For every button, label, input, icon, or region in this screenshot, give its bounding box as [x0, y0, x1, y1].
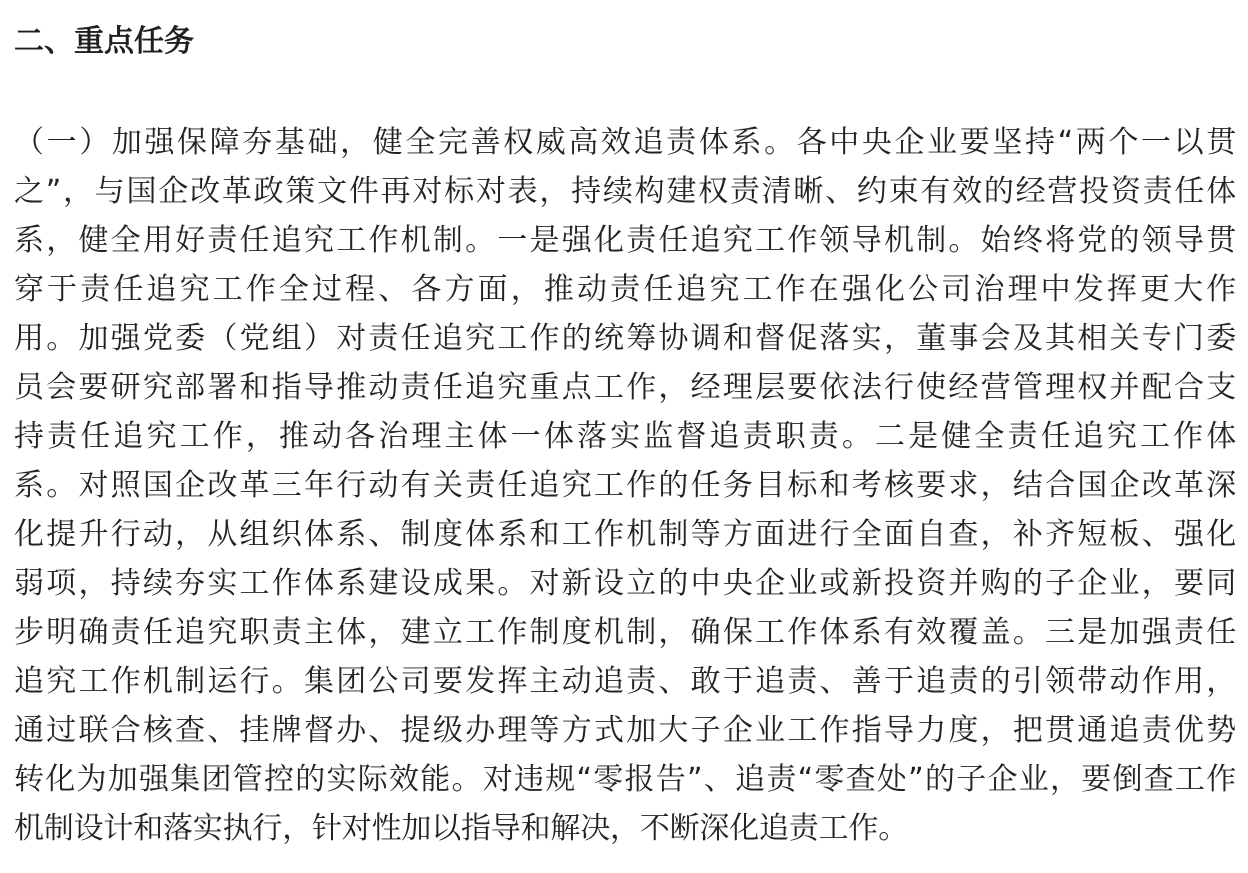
paragraph-line: 机制设计和落实执行，针对性加以指导和解决，不断深化追责工作。: [14, 811, 908, 846]
paragraph-line: 通过联合核查、挂牌督办、提级办理等方式加大子企业工作指导力度，把贯通追责优势: [14, 713, 1236, 748]
paragraph-line: 化提升行动，从组织体系、制度体系和工作机制等方面进行全面自查，补齐短板、强化: [14, 517, 1236, 552]
paragraph-line: 步明确责任追究职责主体，建立工作制度机制，确保工作体系有效覆盖。三是加强责任: [14, 615, 1236, 650]
paragraph-line: （一）加强保障夯基础，健全完善权威高效追责体系。各中央企业要坚持“两个一以贯: [14, 125, 1236, 160]
body-paragraph: [14, 118, 1236, 853]
paragraph-line: 员会要研究部署和指导推动责任追究重点工作，经理层要依法行使经营管理权并配合支: [14, 370, 1236, 405]
paragraph-line: 追究工作机制运行。集团公司要发挥主动追责、敢于追责、善于追责的引领带动作用，: [14, 664, 1236, 699]
section-heading: 二、重点任务: [14, 24, 194, 59]
paragraph-line: 之”，与国企改革政策文件再对标对表，持续构建权责清晰、约束有效的经营投资责任体: [14, 174, 1236, 209]
paragraph-line: 穿于责任追究工作全过程、各方面，推动责任追究工作在强化公司治理中发挥更大作: [14, 272, 1236, 307]
paragraph-line: 持责任追究工作，推动各治理主体一体落实监督追责职责。二是健全责任追究工作体: [14, 419, 1236, 454]
paragraph-line: 转化为加强集团管控的实际效能。对违规“零报告”、追责“零查处”的子企业，要倒查工作: [14, 762, 1236, 797]
paragraph-line: 系。对照国企改革三年行动有关责任追究工作的任务目标和考核要求，结合国企改革深: [14, 468, 1236, 503]
paragraph-line: 系，健全用好责任追究工作机制。一是强化责任追究工作领导机制。始终将党的领导贯: [14, 223, 1236, 258]
paragraph-line: 弱项，持续夯实工作体系建设成果。对新设立的中央企业或新投资并购的子企业，要同: [14, 566, 1236, 601]
paragraph-line: 用。加强党委（党组）对责任追究工作的统筹协调和督促落实，董事会及其相关专门委: [14, 321, 1236, 356]
